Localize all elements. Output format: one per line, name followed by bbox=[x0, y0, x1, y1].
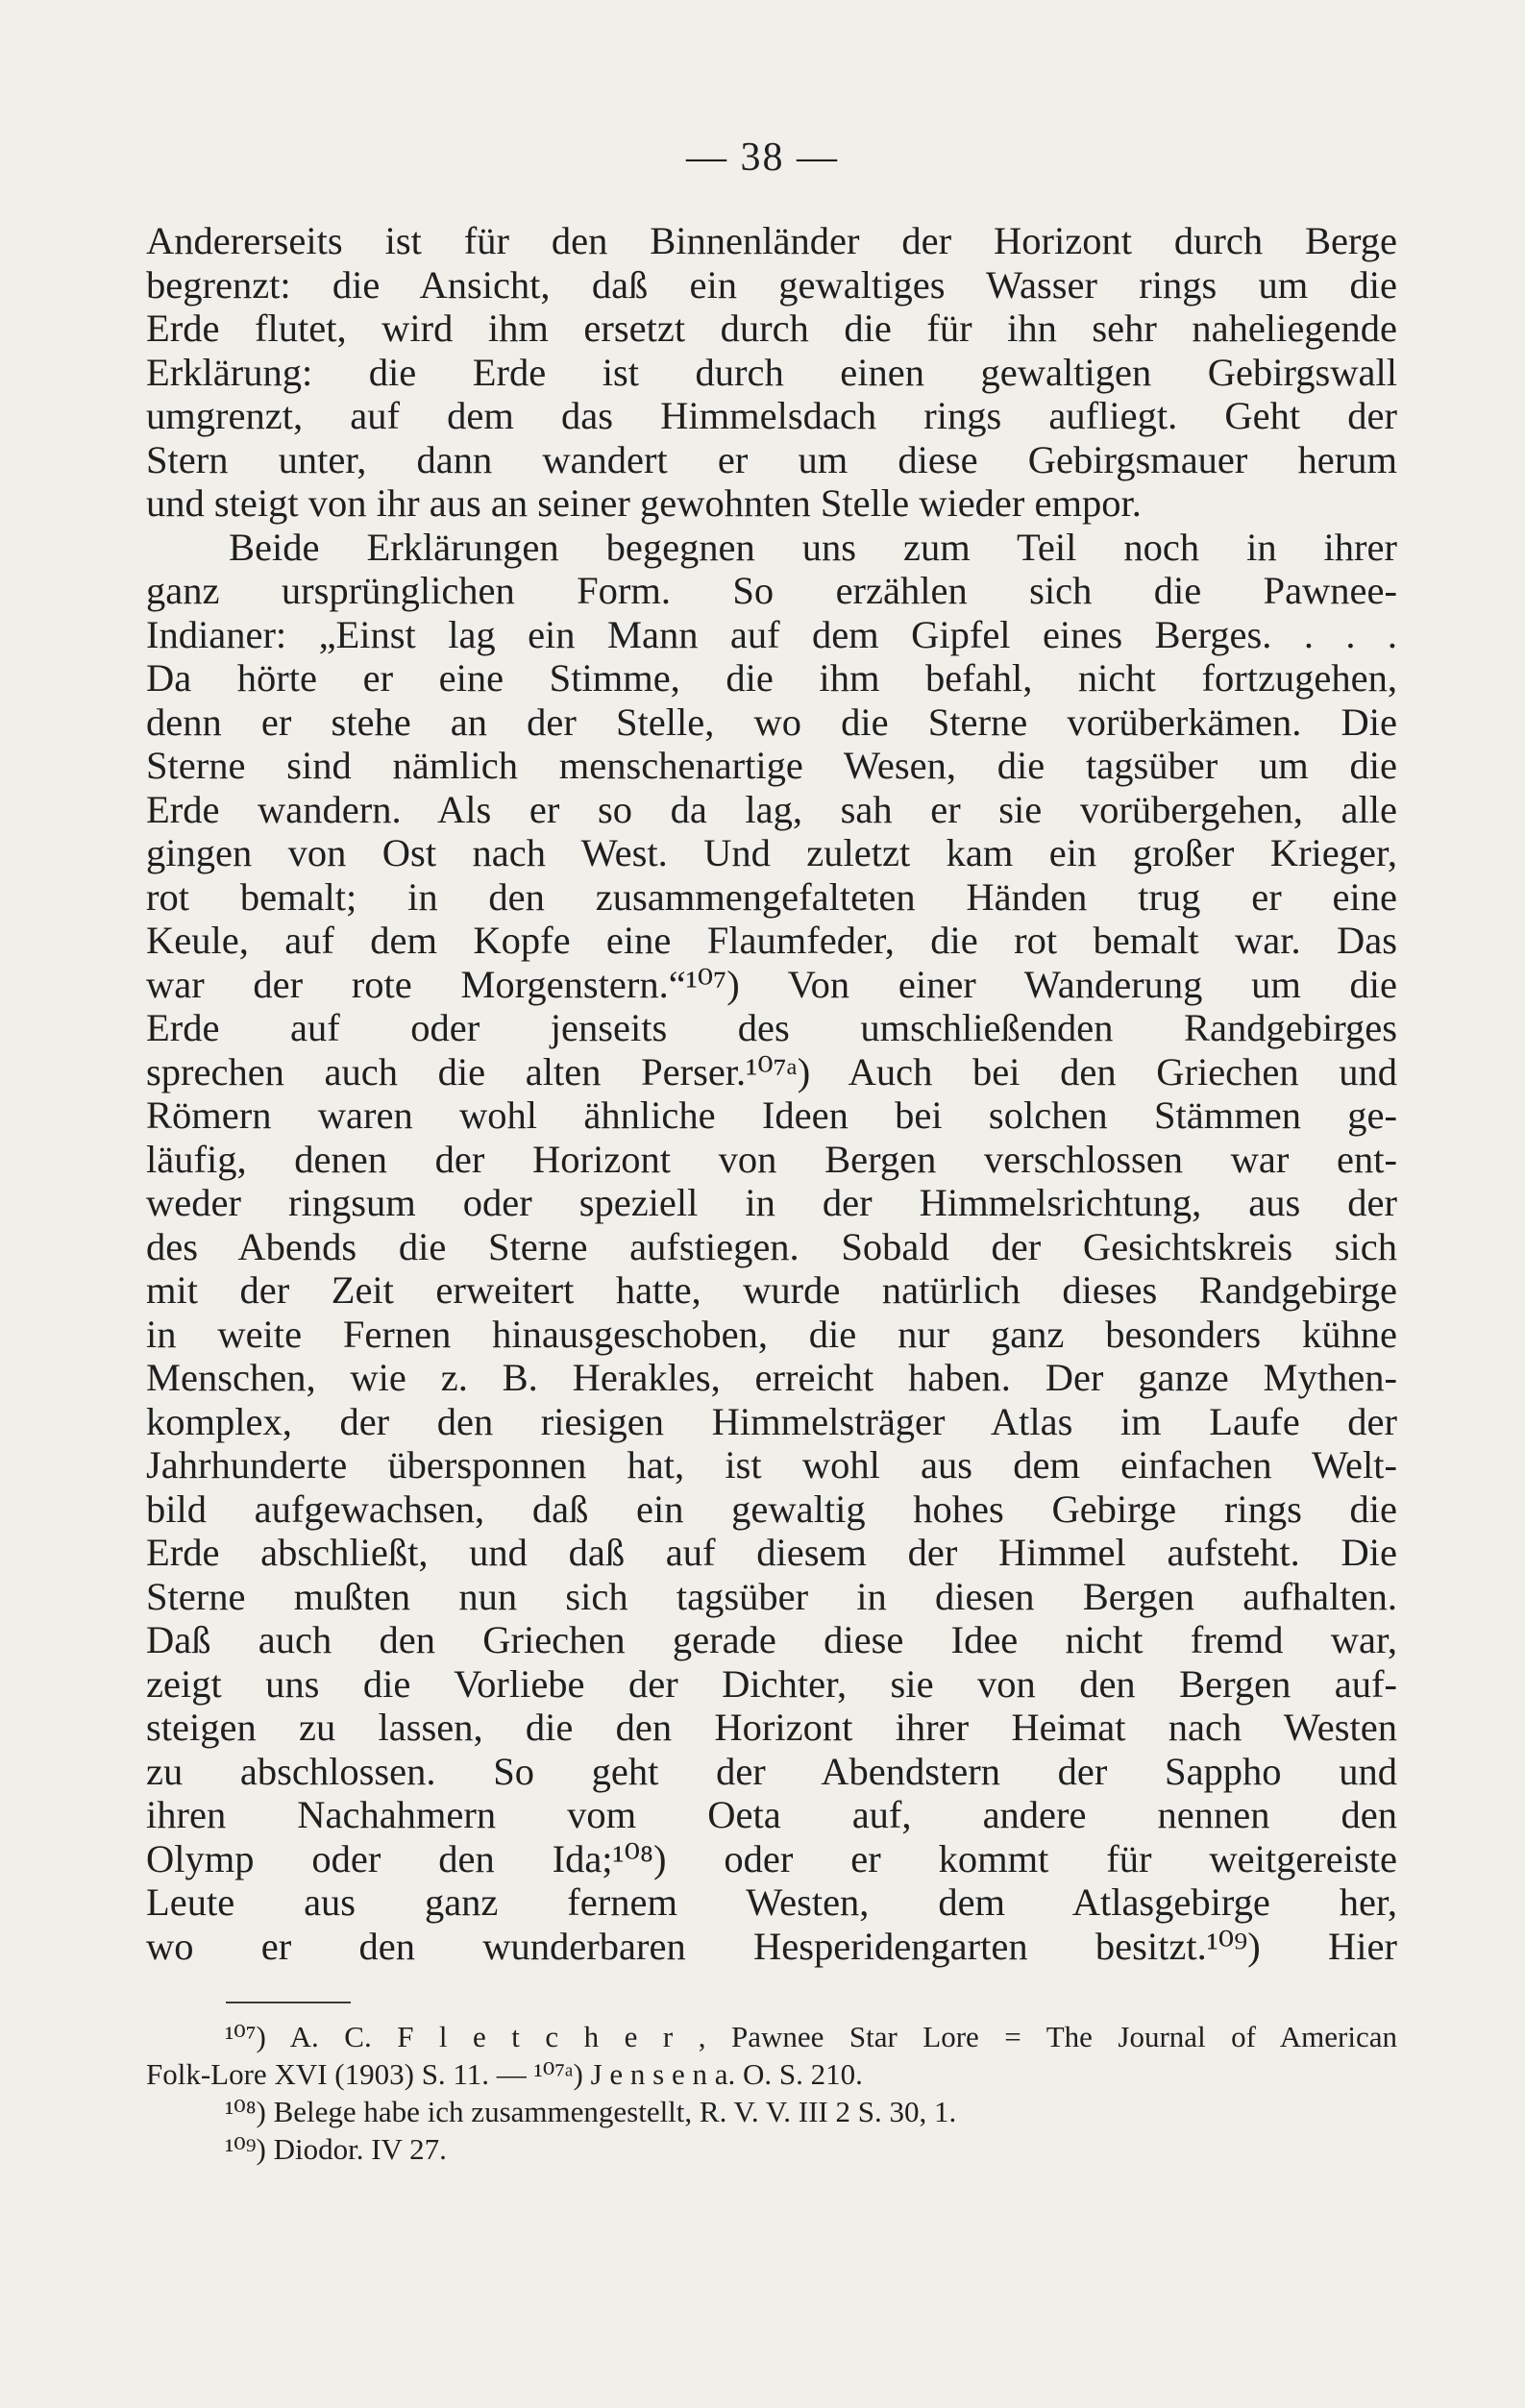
text-line: Beide Erklärungen begegnen uns zum Teil noch in ihrer bbox=[229, 525, 1397, 569]
text-line: Erde flutet, wird ihm ersetzt durch die für ihn sehr naheliegende bbox=[146, 307, 1397, 350]
paragraph-2 bbox=[146, 526, 1397, 1969]
text-line: Daß auch den Griechen gerade diese Idee nicht fremd war, bbox=[146, 1618, 1397, 1661]
text-line: umgrenzt, auf dem das Himmelsdach rings aufliegt. Geht der bbox=[146, 394, 1397, 437]
text-line: Olymp oder den Ida;¹⁰⁸) oder er kommt für weitgereiste bbox=[146, 1836, 1397, 1880]
footnote-107: ¹⁰⁷) A. C. F l e t c h e r , Pawnee Star Lore = The Journal of American bbox=[225, 2020, 1397, 2053]
text-line: weder ringsum oder speziell in der Himmelsrichtung, aus der bbox=[146, 1181, 1397, 1224]
text-line: wo er den wunderbaren Hesperidengarten besitzt.¹⁰⁹) Hier bbox=[146, 1924, 1397, 1968]
text-line: Sterne sind nämlich menschenartige Wesen, die tagsüber um die bbox=[146, 744, 1397, 787]
text-line: Erde auf oder jenseits des umschließenden Randgebirges bbox=[146, 1006, 1397, 1049]
text-line: Erde abschließt, und daß auf diesem der Himmel aufsteht. Die bbox=[146, 1531, 1397, 1574]
paragraph-1 bbox=[146, 219, 1397, 526]
footnote-rule bbox=[226, 2002, 351, 2003]
text-line: Jahrhunderte übersponnen hat, ist wohl aus dem einfachen Welt- bbox=[146, 1443, 1397, 1487]
text-line: Stern unter, dann wandert er um diese Gebirgsmauer herum bbox=[146, 437, 1397, 481]
text-line: und steigt von ihr aus an seiner gewohnten Stelle wieder empor. bbox=[146, 481, 1142, 525]
text-line: läufig, denen der Horizont von Bergen verschlossen war ent- bbox=[146, 1137, 1397, 1181]
text-line: steigen zu lassen, die den Horizont ihrer Heimat nach Westen bbox=[146, 1706, 1397, 1749]
footnote-108: ¹⁰⁸) Belege habe ich zusammengestellt, R. V. V. III 2 S. 30, 1. bbox=[225, 2095, 957, 2128]
text-line: Römern waren wohl ähnliche Ideen bei solchen Stämmen ge- bbox=[146, 1093, 1397, 1137]
text-line: Keule, auf dem Kopfe eine Flaumfeder, die rot bemalt war. Das bbox=[146, 919, 1397, 962]
text-line: ihren Nachahmern vom Oeta auf, andere nennen den bbox=[146, 1793, 1397, 1836]
text-line: Leute aus ganz fernem Westen, dem Atlasgebirge her, bbox=[146, 1880, 1397, 1924]
text-line: zu abschlossen. So geht der Abendstern der Sappho und bbox=[146, 1749, 1397, 1793]
text-line: des Abends die Sterne aufstiegen. Sobald der Gesichtskreis sich bbox=[146, 1224, 1397, 1268]
text-line: Indianer: „Einst lag ein Mann auf dem Gipfel eines Berges. . . . bbox=[146, 612, 1397, 656]
text-line: Erklärung: die Erde ist durch einen gewaltigen Gebirgswall bbox=[146, 350, 1397, 394]
text-line: in weite Fernen hinausgeschoben, die nur ganz besonders kühne bbox=[146, 1312, 1397, 1356]
footnote-107-continued: Folk-Lore XVI (1903) S. 11. — ¹⁰⁷ᵃ) J e n s e n a. O. S. 210. bbox=[146, 2057, 863, 2091]
text-line: begrenzt: die Ansicht, daß ein gewaltiges Wasser rings um die bbox=[146, 262, 1397, 307]
text-line: rot bemalt; in den zusammengefalteten Händen trug er eine bbox=[146, 874, 1397, 919]
text-line: sprechen auch die alten Perser.¹⁰⁷ᵃ) Auch bei den Griechen und bbox=[146, 1049, 1397, 1093]
footnotes bbox=[146, 2018, 1397, 2168]
text-line: war der rote Morgenstern.“¹⁰⁷) Von einer Wanderung um die bbox=[146, 962, 1397, 1006]
text-line: Erde wandern. Als er so da lag, sah er sie vorübergehen, alle bbox=[146, 787, 1397, 831]
text-line: ganz ursprünglichen Form. So erzählen sich die Pawnee- bbox=[146, 569, 1397, 612]
page-number: — 38 — bbox=[686, 135, 839, 180]
text-line: Menschen, wie z. B. Herakles, erreicht haben. Der ganze Mythen- bbox=[146, 1356, 1397, 1399]
text-line: Sterne mußten nun sich tagsüber in diesen Bergen aufhalten. bbox=[146, 1574, 1397, 1618]
text-line: zeigt uns die Vorliebe der Dichter, sie von den Bergen auf- bbox=[146, 1661, 1397, 1706]
text-line: denn er stehe an der Stelle, wo die Sterne vorüberkämen. Die bbox=[146, 700, 1397, 744]
text-line: Da hörte er eine Stimme, die ihm befahl, nicht fortzugehen, bbox=[146, 656, 1397, 700]
text-line: mit der Zeit erweitert hatte, wurde natürlich dieses Randgebirge bbox=[146, 1268, 1397, 1312]
text-line: bild aufgewachsen, daß ein gewaltig hohes Gebirge rings die bbox=[146, 1487, 1397, 1531]
text-line: gingen von Ost nach West. Und zuletzt kam ein großer Krieger, bbox=[146, 831, 1397, 874]
text-line: Andererseits ist für den Binnenländer der Horizont durch Berge bbox=[146, 219, 1397, 262]
text-line: komplex, der den riesigen Himmelsträger Atlas im Laufe der bbox=[146, 1399, 1397, 1443]
footnote-109: ¹⁰⁹) Diodor. IV 27. bbox=[225, 2132, 447, 2166]
